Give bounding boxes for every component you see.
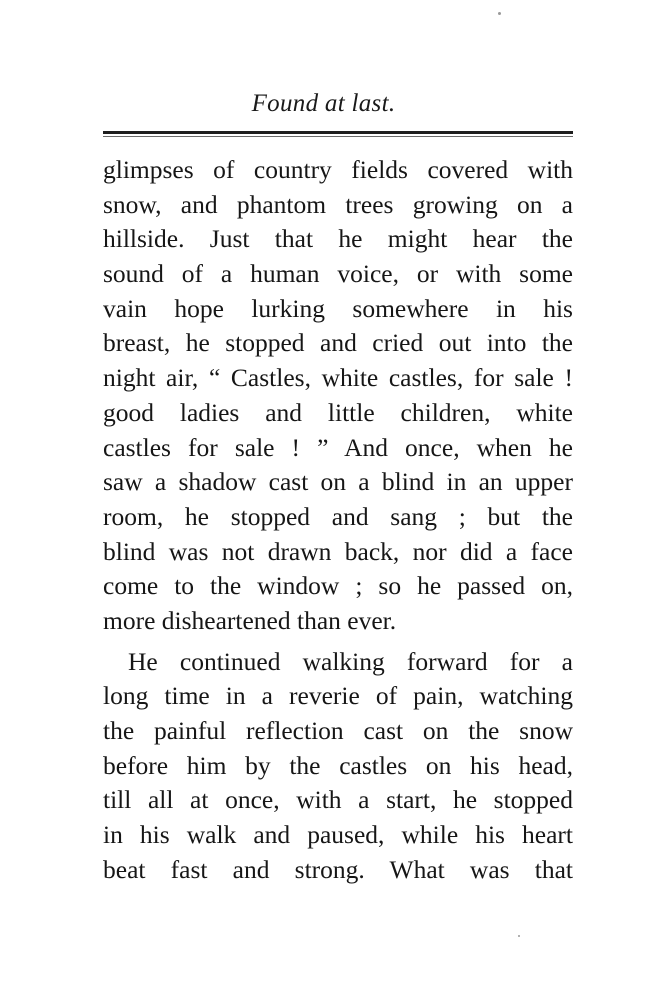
- text-line: glimpses of country fields covered with: [103, 155, 573, 184]
- text-line: night air, “ Castles, white castles, for sale !: [103, 363, 573, 393]
- text-line: good ladies and little children, white: [103, 397, 573, 427]
- text-line: in his walk and paused, while his heart: [103, 820, 573, 850]
- text-line: till all at once, with a start, he stopped: [103, 785, 573, 815]
- text-line: the painful reflection cast on the snow: [103, 716, 573, 745]
- text-line: hillside. Just that he might hear the: [103, 224, 573, 254]
- text-line: castles for sale ! ” And once, when he: [103, 432, 573, 462]
- text-line: vain hope lurking somewhere in his: [103, 293, 573, 323]
- text-line: more disheartened than ever.: [103, 605, 397, 635]
- paragraph-1: [103, 153, 573, 639]
- text-line: room, he stopped and sang ; but the: [103, 501, 573, 531]
- text-line: beat fast and strong. What was that: [103, 854, 573, 884]
- text-line: come to the window ; so he passed on,: [103, 571, 573, 601]
- header-rule: [103, 131, 573, 134]
- text-line: snow, and phantom trees growing on a: [103, 189, 573, 219]
- header-rule-thin: [103, 136, 573, 137]
- scan-speck: [498, 12, 501, 15]
- text-line: long time in a reverie of pain, watching: [103, 681, 573, 711]
- text-line: before him by the castles on his head,: [103, 750, 573, 780]
- text-line: breast, he stopped and cried out into the: [103, 328, 573, 358]
- paragraph-2: [103, 645, 573, 888]
- body-text: [103, 153, 573, 887]
- scan-speck: [518, 935, 520, 937]
- text-line: blind was not drawn back, nor did a face: [103, 536, 573, 566]
- text-line: He continued walking forward for a: [128, 646, 573, 676]
- text-line: saw a shadow cast on a blind in an upper: [103, 467, 573, 497]
- text-line: sound of a human voice, or with some: [103, 259, 573, 289]
- running-head: Found at last.: [251, 90, 396, 117]
